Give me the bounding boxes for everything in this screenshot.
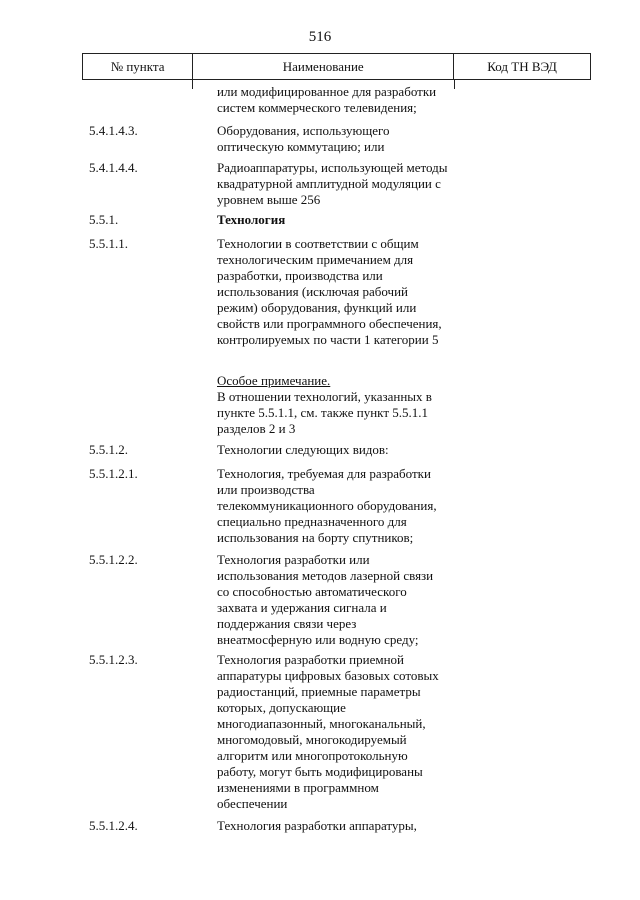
column-header-name: Наименование bbox=[193, 54, 454, 80]
row-number: 5.5.1.1. bbox=[89, 236, 128, 251]
table-header bbox=[82, 53, 591, 80]
column-rule bbox=[192, 80, 193, 89]
row-number: 5.5.1.2.3. bbox=[89, 652, 138, 667]
row-number: 5.5.1.2.1. bbox=[89, 466, 138, 481]
row-text: Технология разработки аппаратуры, bbox=[217, 818, 417, 833]
row-text: Технологии следующих видов: bbox=[217, 442, 389, 457]
row-text: Технология, требуемая для разработки или производства телекоммуникационного оборудования, специально предназначенного для использования на борту спутников; bbox=[217, 466, 437, 545]
row-number: 5.5.1.2.4. bbox=[89, 818, 138, 833]
section-heading: Технология bbox=[217, 212, 286, 227]
row-number: 5.4.1.4.4. bbox=[89, 160, 138, 175]
row-number: 5.5.1.2. bbox=[89, 442, 128, 457]
row-text: Технология разработки или использования методов лазерной связи со способностью автоматического захвата и удержания сигнала и поддержания связи через внеатмосферную или водную среду; bbox=[217, 552, 434, 647]
special-note-text: В отношении технологий, указанных в пункте 5.5.1.1, см. также пункт 5.5.1.1 разделов 2 и 3 bbox=[217, 389, 432, 436]
row-text: Технологии в соответствии с общим технологическим примечанием для разработки, производства или использования (исключая рабочий режим) оборудования, функций или свойств или программного обеспечения, контролируемых по части 1 категории 5 bbox=[217, 236, 442, 347]
row-text: Технология разработки приемной аппаратуры цифровых базовых сотовых радиостанций, приемные параметры которых, допускающие многодиапазонный, многоканальный, многомодовый, многокодируемый алгоритм или многопротокольную работу, могут быть модифицированы изменениями в программном обеспечении bbox=[217, 652, 439, 811]
column-header-number: № пункта bbox=[83, 54, 193, 80]
row-text: Радиоаппаратуры, использующей методы квадратурной амплитудной модуляции с уровнем выше 256 bbox=[217, 160, 448, 207]
special-note-heading: Особое примечание. bbox=[217, 373, 331, 388]
column-header-code: Код ТН ВЭД bbox=[454, 54, 591, 80]
page-number: 516 bbox=[308, 29, 332, 45]
row-text: или модифицированное для разработки систем коммерческого телевидения; bbox=[217, 84, 437, 115]
row-text: Оборудования, использующего оптическую коммутацию; или bbox=[217, 123, 390, 154]
row-number: 5.5.1.2.2. bbox=[89, 552, 138, 567]
row-number: 5.4.1.4.3. bbox=[89, 123, 138, 138]
row-number: 5.5.1. bbox=[89, 212, 119, 227]
